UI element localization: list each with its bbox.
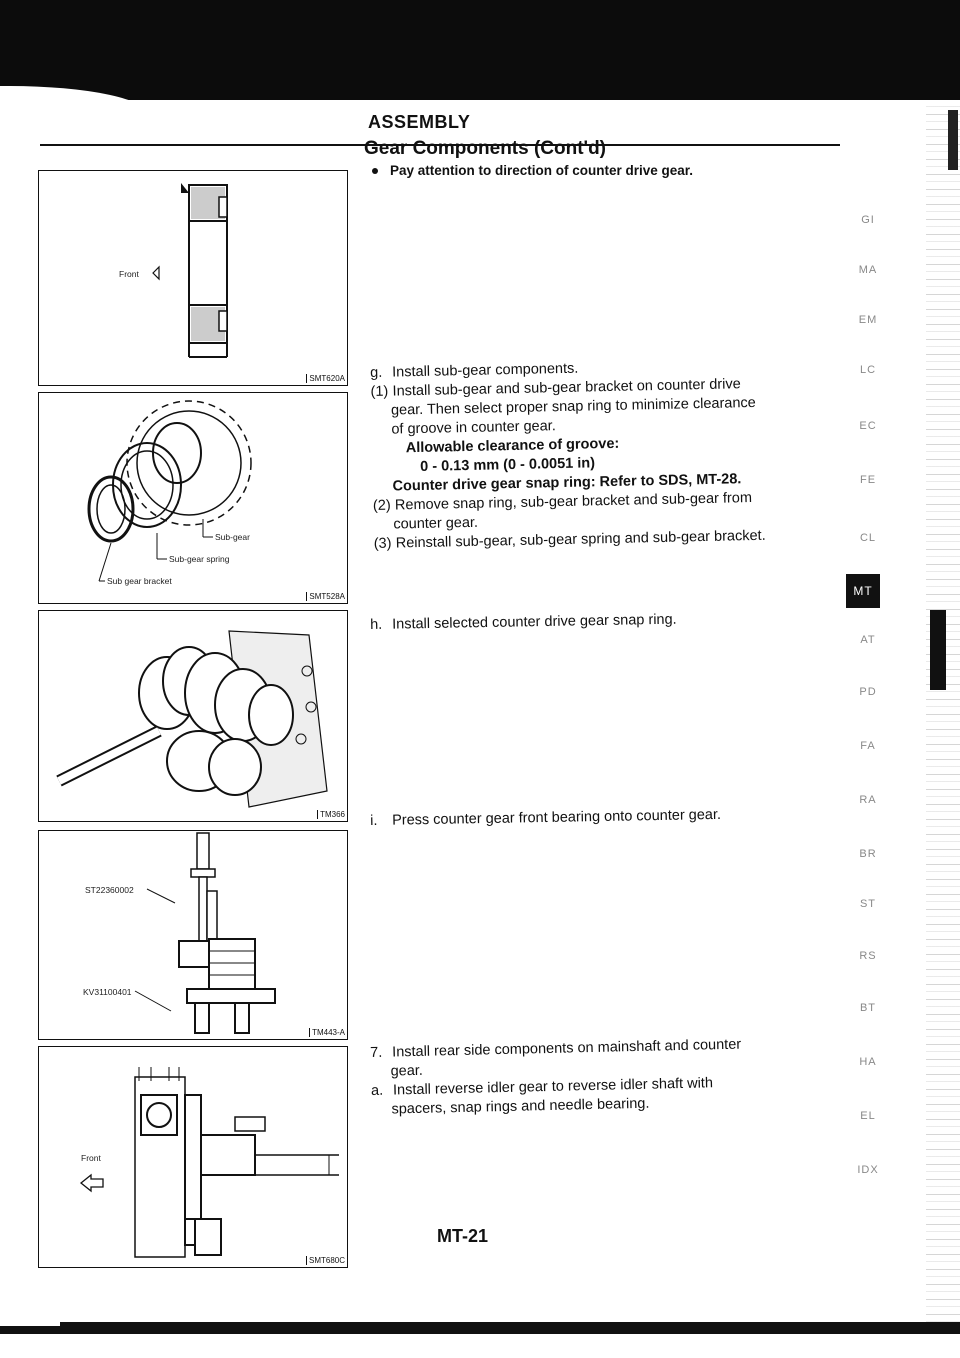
tab-pd[interactable]: PD	[859, 686, 877, 698]
press-tool-drawing	[39, 831, 348, 1040]
clearance-label: Allowable clearance of groove:	[405, 435, 620, 457]
step-g-1: (1) Install sub-gear and sub-gear bracket on counter drive	[370, 376, 741, 400]
tab-st[interactable]: ST	[859, 898, 877, 910]
tab-lc[interactable]: LC	[859, 364, 877, 376]
tab-ec[interactable]: EC	[859, 420, 877, 432]
figure-id: SMT680C	[306, 1256, 345, 1265]
scan-right-edge	[926, 100, 960, 1330]
step-7	[370, 1033, 862, 1120]
step-a-cont: spacers, snap rings and needle bearing.	[391, 1095, 650, 1118]
section-title: ASSEMBLY	[368, 112, 471, 132]
tool-label-kv31100401: KV31100401	[83, 987, 132, 997]
tab-idx[interactable]: IDX	[857, 1164, 879, 1176]
tab-ma[interactable]: MA	[858, 264, 878, 276]
sub-gear-bracket-label: Sub gear bracket	[107, 576, 172, 586]
tab-bt[interactable]: BT	[859, 1002, 877, 1014]
step-i: i. Press counter gear front bearing onto counter gear.	[370, 806, 722, 829]
bullet-dot-icon	[372, 168, 378, 174]
tab-ra[interactable]: RA	[859, 794, 877, 806]
tab-el[interactable]: EL	[860, 1110, 876, 1122]
figure-gear-assembly	[38, 610, 348, 822]
tab-gi[interactable]: GI	[861, 214, 875, 226]
figure-press-bearing	[38, 830, 348, 1040]
page-number: MT-21	[437, 1226, 489, 1246]
tab-ha[interactable]: HA	[859, 1056, 877, 1068]
sub-gear-spring-label: Sub-gear spring	[169, 554, 230, 564]
step-g-1-cont: of groove in counter gear.	[391, 418, 556, 438]
step-g-2-cont: counter gear.	[393, 514, 479, 533]
step-g-2: (2) Remove snap ring, sub-gear bracket and sub-gear from	[372, 490, 753, 514]
front-label: Front	[81, 1153, 101, 1163]
bullet-note	[372, 163, 693, 178]
clearance-value: 0 - 0.13 mm (0 - 0.0051 in)	[419, 455, 596, 475]
scan-bottom-gap	[0, 1316, 60, 1326]
figure-id: SMT620A	[306, 374, 345, 383]
step-g-3: (3) Reinstall sub-gear, sub-gear spring and sub-gear bracket.	[373, 527, 766, 552]
step-7-line: 7. Install rear side components on mainshaft and counter	[370, 1036, 742, 1061]
step-7-cont: gear.	[390, 1062, 424, 1080]
step-a-line: a. Install reverse idler gear to reverse idler shaft with	[370, 1075, 714, 1099]
figure-sub-gear-components	[38, 392, 348, 604]
tab-rs[interactable]: RS	[859, 950, 877, 962]
figure-id: SMT528A	[306, 592, 345, 601]
front-label: Front	[119, 269, 139, 279]
scan-top-band	[0, 0, 960, 100]
figure-drive-gear-direction	[38, 170, 348, 386]
figure-id: TM443-A	[309, 1028, 345, 1037]
scan-bottom-rule	[0, 1322, 960, 1334]
tab-cl[interactable]: CL	[859, 532, 877, 544]
tab-fa[interactable]: FA	[860, 740, 876, 752]
subsection-title: Gear Components (Cont'd)	[364, 138, 607, 159]
tab-at[interactable]: AT	[860, 634, 876, 646]
step-g-1-cont: gear. Then select proper snap ring to minimize clearance	[390, 394, 756, 419]
bullet-text: Pay attention to direction of counter drive gear.	[390, 163, 694, 178]
step-g	[370, 354, 854, 554]
gear-assembly-drawing	[39, 611, 348, 822]
tab-mt-active[interactable]: MT	[846, 574, 880, 608]
scan-edge-mark	[948, 110, 958, 170]
step-g-title: g. Install sub-gear components.	[370, 360, 579, 381]
tab-br[interactable]: BR	[859, 848, 877, 860]
scan-edge-mark	[930, 610, 946, 690]
sub-gear-exploded-drawing	[39, 393, 348, 604]
drive-gear-section-drawing	[39, 171, 348, 386]
tool-label-st22360002: ST22360002	[85, 885, 134, 895]
figure-reverse-idler	[38, 1046, 348, 1268]
tab-fe[interactable]: FE	[859, 474, 877, 486]
step-h: h. Install selected counter drive gear snap ring.	[370, 611, 677, 633]
tab-em[interactable]: EM	[858, 314, 878, 326]
sub-gear-label: Sub-gear	[215, 532, 250, 542]
snap-ring-spec: Counter drive gear snap ring: Refer to SDS, MT-28.	[392, 471, 742, 495]
figure-id: TM366	[317, 810, 345, 819]
